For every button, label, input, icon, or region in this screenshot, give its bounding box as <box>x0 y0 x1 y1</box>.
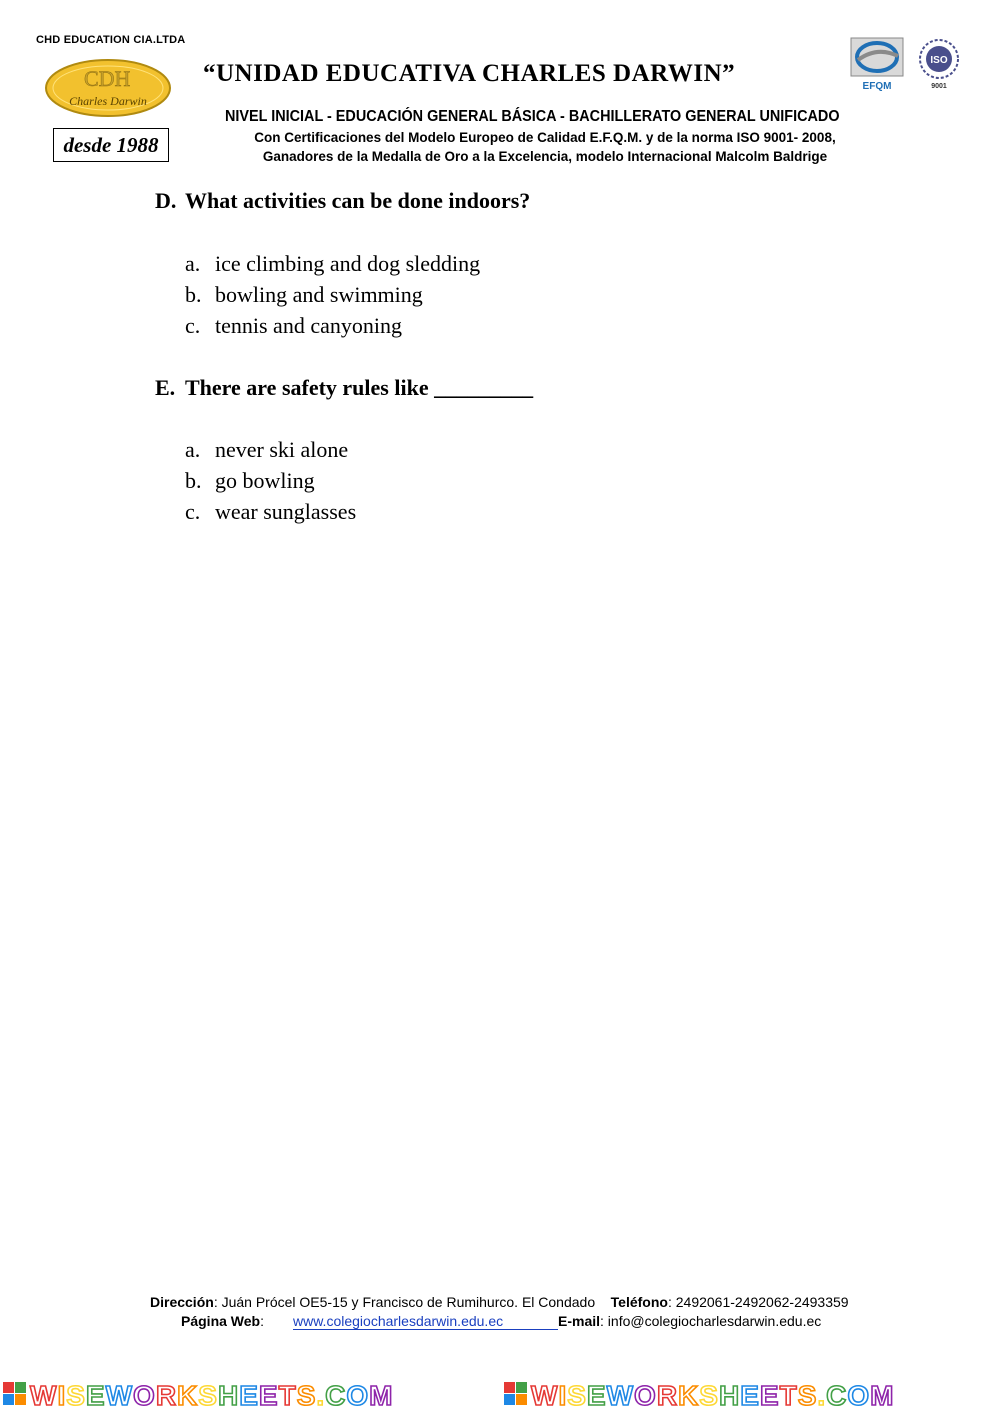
education-levels: NIVEL INICIAL - EDUCACIÓN GENERAL BÁSICA - BACHILLERATO GENERAL UNIFICADO <box>225 108 840 125</box>
option-text: tennis and canyoning <box>215 313 402 338</box>
certification-line-2: Ganadores de la Medalla de Oro a la Excelencia, modelo Internacional Malcolm Baldrige <box>262 149 828 164</box>
watermark-logo-icon <box>3 1382 26 1405</box>
logo-initials: CDH <box>84 66 131 91</box>
certification-line-1: Con Certificaciones del Modelo Europeo de Calidad E.F.Q.M. y de la norma ISO 9001- 2008, <box>254 130 836 145</box>
option-letter: a. <box>185 437 201 462</box>
website-link[interactable]: www.colegiocharlesdarwin.edu.ec <box>293 1313 504 1329</box>
footer-address-line <box>150 1294 849 1310</box>
question-e <box>155 375 533 401</box>
question-letter: D. <box>155 188 177 213</box>
watermark-text: WISEWORKSHEETS.COM <box>531 1380 895 1411</box>
logo-script: Charles Darwin <box>69 94 147 108</box>
option-letter: c. <box>185 313 201 338</box>
website-link-wrapper[interactable] <box>293 1313 558 1330</box>
email-label: E-mail <box>558 1313 601 1329</box>
iso-number: 9001 <box>931 83 947 90</box>
watermark-logo-icon <box>504 1382 527 1405</box>
address-label: Dirección <box>150 1294 214 1310</box>
phone-value: : 2492061-2492062-2493359 <box>667 1294 849 1310</box>
since-badge: desde 1988 <box>53 128 169 162</box>
option-text: wear sunglasses <box>215 499 357 524</box>
option-text: bowling and swimming <box>215 282 423 307</box>
address-value: : Juán Prócel OE5-15 y Francisco de Rumihurco. El Condado <box>213 1294 596 1310</box>
option-d-b <box>185 282 423 308</box>
company-name: CHD EDUCATION CIA.LTDA <box>36 34 186 46</box>
option-d-c <box>185 313 402 339</box>
option-e-a <box>185 437 348 463</box>
iso-label: ISO <box>930 55 948 66</box>
school-logo <box>44 58 172 118</box>
question-d <box>155 188 530 214</box>
school-title: “UNIDAD EDUCATIVA CHARLES DARWIN” <box>203 60 736 87</box>
phone-label: Teléfono <box>610 1294 668 1310</box>
footer-email <box>558 1313 821 1329</box>
option-e-b <box>185 468 315 494</box>
web-label: Página Web <box>181 1313 261 1329</box>
footer-web-line <box>181 1313 264 1329</box>
watermark-strip <box>0 1378 1000 1413</box>
option-e-c <box>185 499 356 525</box>
option-letter: b. <box>185 468 202 493</box>
question-text: There are safety rules like _________ <box>185 375 534 400</box>
iso-logo <box>918 38 960 90</box>
option-letter: c. <box>185 499 201 524</box>
web-separator: : <box>260 1313 264 1329</box>
option-d-a <box>185 251 480 277</box>
efqm-logo <box>848 36 906 92</box>
option-text: ice climbing and dog sledding <box>215 251 481 276</box>
option-letter: b. <box>185 282 202 307</box>
question-letter: E. <box>155 375 176 400</box>
efqm-label: EFQM <box>862 81 892 92</box>
question-text: What activities can be done indoors? <box>185 188 531 213</box>
option-letter: a. <box>185 251 201 276</box>
option-text: go bowling <box>215 468 315 493</box>
watermark-text: WISEWORKSHEETS.COM <box>30 1380 394 1411</box>
email-value[interactable]: : info@colegiocharlesdarwin.edu.ec <box>600 1313 822 1329</box>
option-text: never ski alone <box>215 437 349 462</box>
